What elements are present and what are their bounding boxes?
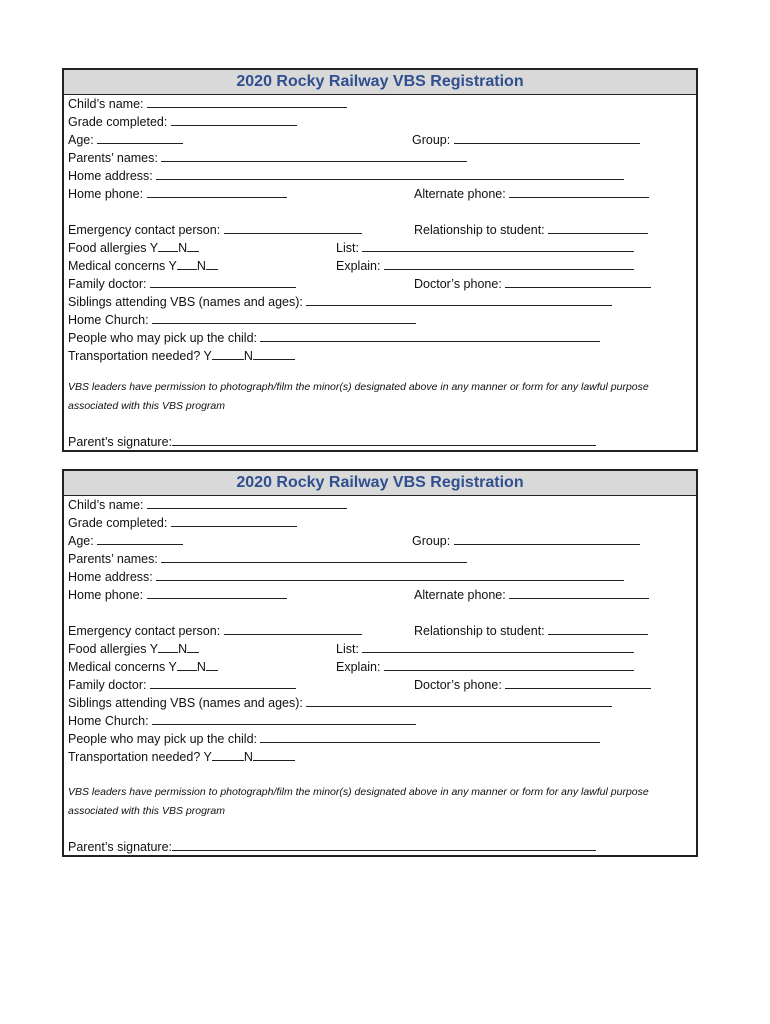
age-field[interactable] xyxy=(68,533,183,549)
pickup-field[interactable] xyxy=(68,731,600,747)
list-label: List: xyxy=(336,241,359,255)
registration-form-2 xyxy=(62,469,698,857)
siblings-field[interactable] xyxy=(68,695,612,711)
doctors-phone-label: Doctor’s phone: xyxy=(414,277,502,291)
siblings-label: Siblings attending VBS (names and ages): xyxy=(68,295,303,309)
food-allergies-field[interactable] xyxy=(68,641,199,657)
transportation-label: Transportation needed? Y xyxy=(68,349,212,363)
age-label: Age: xyxy=(68,534,94,548)
transportation-n-label: N xyxy=(243,349,253,363)
home-phone-field[interactable] xyxy=(68,186,287,202)
group-field[interactable] xyxy=(412,533,640,549)
family-doctor-label: Family doctor: xyxy=(68,277,147,291)
parent-signature-label: Parent’s signature: xyxy=(68,840,172,854)
family-doctor-label: Family doctor: xyxy=(68,678,147,692)
home-phone-field[interactable] xyxy=(68,587,287,603)
emergency-contact-field[interactable] xyxy=(68,222,362,238)
medical-concerns-n-label: N xyxy=(196,660,206,674)
food-allergies-n-label: N xyxy=(178,241,188,255)
grade-completed-label: Grade completed: xyxy=(68,516,168,530)
parent-signature-label: Parent’s signature: xyxy=(68,435,172,449)
explain-field[interactable] xyxy=(336,258,634,274)
explain-field[interactable] xyxy=(336,659,634,675)
pickup-label: People who may pick up the child: xyxy=(68,331,257,345)
home-address-label: Home address: xyxy=(68,570,153,584)
age-label: Age: xyxy=(68,133,94,147)
alternate-phone-label: Alternate phone: xyxy=(414,588,506,602)
medical-concerns-label: Medical concerns Y xyxy=(68,259,177,273)
transportation-field[interactable] xyxy=(68,749,295,765)
explain-label: Explain: xyxy=(336,660,381,674)
photo-permission-line-1: VBS leaders have permission to photograph/film the minor(s) designated above in any manner or form for any lawful purpose xyxy=(68,381,649,393)
relationship-field[interactable] xyxy=(414,222,648,238)
list-label: List: xyxy=(336,642,359,656)
group-field[interactable] xyxy=(412,132,640,148)
home-address-field[interactable] xyxy=(68,168,624,184)
medical-concerns-label: Medical concerns Y xyxy=(68,660,177,674)
parent-signature-field[interactable] xyxy=(68,434,596,450)
siblings-field[interactable] xyxy=(68,294,612,310)
explain-label: Explain: xyxy=(336,259,381,273)
relationship-field[interactable] xyxy=(414,623,648,639)
group-label: Group: xyxy=(412,133,451,147)
childs-name-label: Child’s name: xyxy=(68,498,144,512)
alternate-phone-label: Alternate phone: xyxy=(414,187,506,201)
relationship-label: Relationship to student: xyxy=(414,624,545,638)
photo-permission-line-2: associated with this VBS program xyxy=(68,400,225,412)
medical-concerns-field[interactable] xyxy=(68,659,218,675)
doctors-phone-field[interactable] xyxy=(414,276,651,292)
food-allergies-field[interactable] xyxy=(68,240,199,256)
grade-completed-field[interactable] xyxy=(68,515,297,531)
photo-permission-notice xyxy=(68,783,692,821)
form-title: 2020 Rocky Railway VBS Registration xyxy=(64,471,696,496)
pickup-label: People who may pick up the child: xyxy=(68,732,257,746)
home-church-label: Home Church: xyxy=(68,313,149,327)
age-field[interactable] xyxy=(68,132,183,148)
home-address-label: Home address: xyxy=(68,169,153,183)
family-doctor-field[interactable] xyxy=(68,677,296,693)
transportation-field[interactable] xyxy=(68,348,295,364)
transportation-n-label: N xyxy=(243,750,253,764)
parents-names-field[interactable] xyxy=(68,551,467,567)
medical-concerns-field[interactable] xyxy=(68,258,218,274)
home-church-label: Home Church: xyxy=(68,714,149,728)
photo-permission-line-1: VBS leaders have permission to photograph/film the minor(s) designated above in any manner or form for any lawful purpose xyxy=(68,786,649,798)
home-church-field[interactable] xyxy=(68,713,416,729)
form-title: 2020 Rocky Railway VBS Registration xyxy=(64,70,696,95)
family-doctor-field[interactable] xyxy=(68,276,296,292)
doctors-phone-field[interactable] xyxy=(414,677,651,693)
home-address-field[interactable] xyxy=(68,569,624,585)
grade-completed-field[interactable] xyxy=(68,114,297,130)
home-church-field[interactable] xyxy=(68,312,416,328)
emergency-contact-label: Emergency contact person: xyxy=(68,223,221,237)
alternate-phone-field[interactable] xyxy=(414,587,649,603)
home-phone-label: Home phone: xyxy=(68,588,144,602)
food-allergies-label: Food allergies Y xyxy=(68,241,159,255)
home-phone-label: Home phone: xyxy=(68,187,144,201)
emergency-contact-field[interactable] xyxy=(68,623,362,639)
parents-names-field[interactable] xyxy=(68,150,467,166)
photo-permission-line-2: associated with this VBS program xyxy=(68,805,225,817)
siblings-label: Siblings attending VBS (names and ages): xyxy=(68,696,303,710)
parents-names-label: Parents’ names: xyxy=(68,151,158,165)
food-allergies-label: Food allergies Y xyxy=(68,642,159,656)
childs-name-label: Child’s name: xyxy=(68,97,144,111)
transportation-label: Transportation needed? Y xyxy=(68,750,212,764)
registration-form-1 xyxy=(62,68,698,452)
doctors-phone-label: Doctor’s phone: xyxy=(414,678,502,692)
list-field[interactable] xyxy=(336,240,634,256)
alternate-phone-field[interactable] xyxy=(414,186,649,202)
photo-permission-notice xyxy=(68,378,692,416)
emergency-contact-label: Emergency contact person: xyxy=(68,624,221,638)
list-field[interactable] xyxy=(336,641,634,657)
parents-names-label: Parents’ names: xyxy=(68,552,158,566)
group-label: Group: xyxy=(412,534,451,548)
relationship-label: Relationship to student: xyxy=(414,223,545,237)
pickup-field[interactable] xyxy=(68,330,600,346)
parent-signature-field[interactable] xyxy=(68,839,596,855)
medical-concerns-n-label: N xyxy=(196,259,206,273)
food-allergies-n-label: N xyxy=(178,642,188,656)
childs-name-field[interactable] xyxy=(68,497,347,513)
grade-completed-label: Grade completed: xyxy=(68,115,168,129)
childs-name-field[interactable] xyxy=(68,96,347,112)
